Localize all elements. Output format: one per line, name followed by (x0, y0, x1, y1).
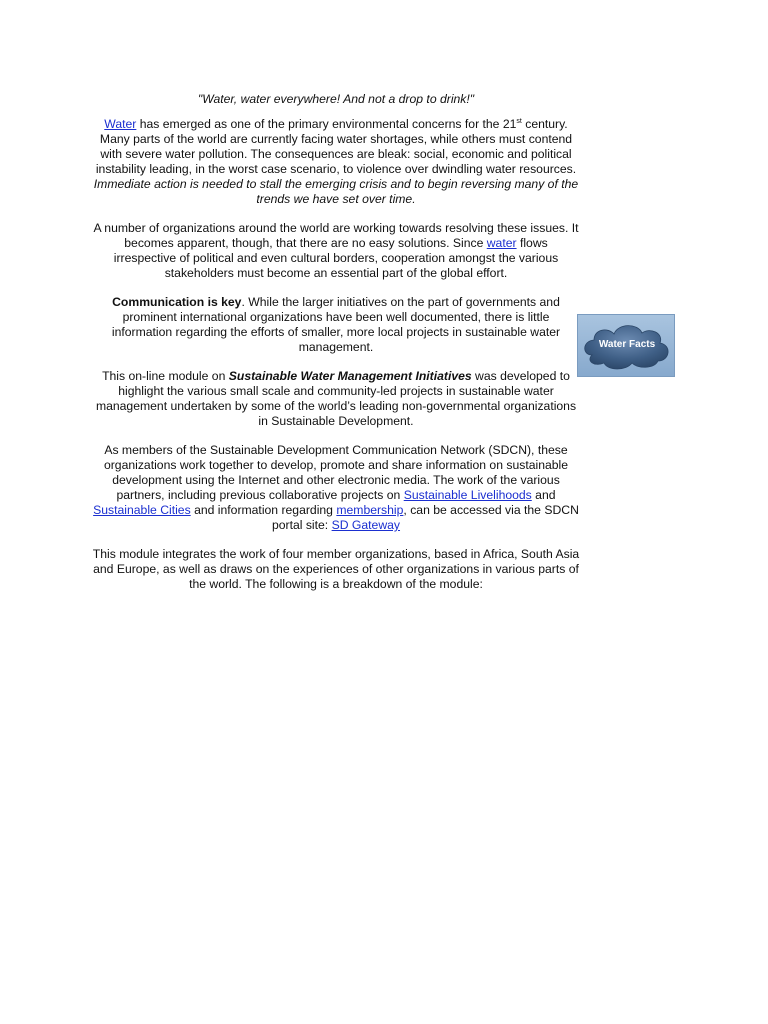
sd-gateway-link[interactable]: SD Gateway (331, 518, 401, 532)
paragraph-sdcn (92, 443, 580, 533)
intro-italic-text: Immediate action is needed to stall the emerging crisis and to begin reversing many of the trends we have set over time. (93, 177, 579, 206)
paragraph-module (92, 369, 580, 429)
ordinal-suffix: st (516, 117, 522, 125)
paragraph-communication (92, 295, 580, 355)
sdcn-text-b: and (531, 488, 556, 502)
paragraph-breakdown: This module integrates the work of four member organizations, based in Africa, South Asia and Europe, as well as draws on the experiences of other organizations in various parts of the world. The following is a breakdown of the module: (92, 547, 580, 591)
communication-heading: Communication is key (112, 295, 242, 309)
module-text-b: was developed to highlight the various small scale and community-led projects in sustainable water management undertaken by some of the world’s leading non-governmental organizations in Sustainable Development. (95, 369, 577, 428)
module-title: Sustainable Water Management Initiatives (228, 369, 472, 383)
intro-text-b: century. Many parts of the world are currently facing water shortages, while others must contend with severe water pollution. The consequences are bleak: social, economic and political instability leading, in the worst case scenario, to violence over dwindling water resources. (95, 117, 577, 176)
water-link-2[interactable]: water (486, 236, 517, 250)
sdcn-text-c: and information regarding (190, 503, 337, 517)
organizations-text-a: A number of organizations around the world are working towards resolving these issues. It becomes apparent, though, that there are no easy solutions. Since (93, 221, 579, 250)
water-facts-label: Water Facts (598, 339, 656, 350)
paragraph-intro (92, 117, 580, 207)
intro-text-a: has emerged as one of the primary environmental concerns for the 21 (136, 117, 517, 131)
water-facts-button[interactable] (577, 314, 675, 377)
opening-quote: "Water, water everywhere! And not a drop to drink!" (197, 92, 475, 106)
communication-text: . While the larger initiatives on the part of governments and prominent international organizations have been well documented, there is little information regarding the efforts of smaller, more local projects in sustainable water management. (111, 295, 561, 354)
membership-link[interactable]: membership (336, 503, 404, 517)
water-link[interactable]: Water (104, 117, 137, 131)
sdcn-text-d: , can be accessed via the SDCN portal site: (271, 503, 579, 532)
organizations-text-b: flows irrespective of political and even cultural borders, cooperation amongst the various stakeholders must become an essential part of the global effort. (113, 236, 559, 280)
sustainable-cities-link[interactable]: Sustainable Cities (93, 503, 191, 517)
document-body (92, 92, 580, 606)
sdcn-text-a: As members of the Sustainable Development Communication Network (SDCN), these organizations work together to develop, promote and share information on sustainable development using the Internet and other electronic media. The work of the various partners, including previous collaborative projects on (103, 443, 569, 502)
module-text-a: This on-line module on (102, 369, 229, 383)
sustainable-livelihoods-link[interactable]: Sustainable Livelihoods (403, 488, 532, 502)
paragraph-organizations (92, 221, 580, 281)
